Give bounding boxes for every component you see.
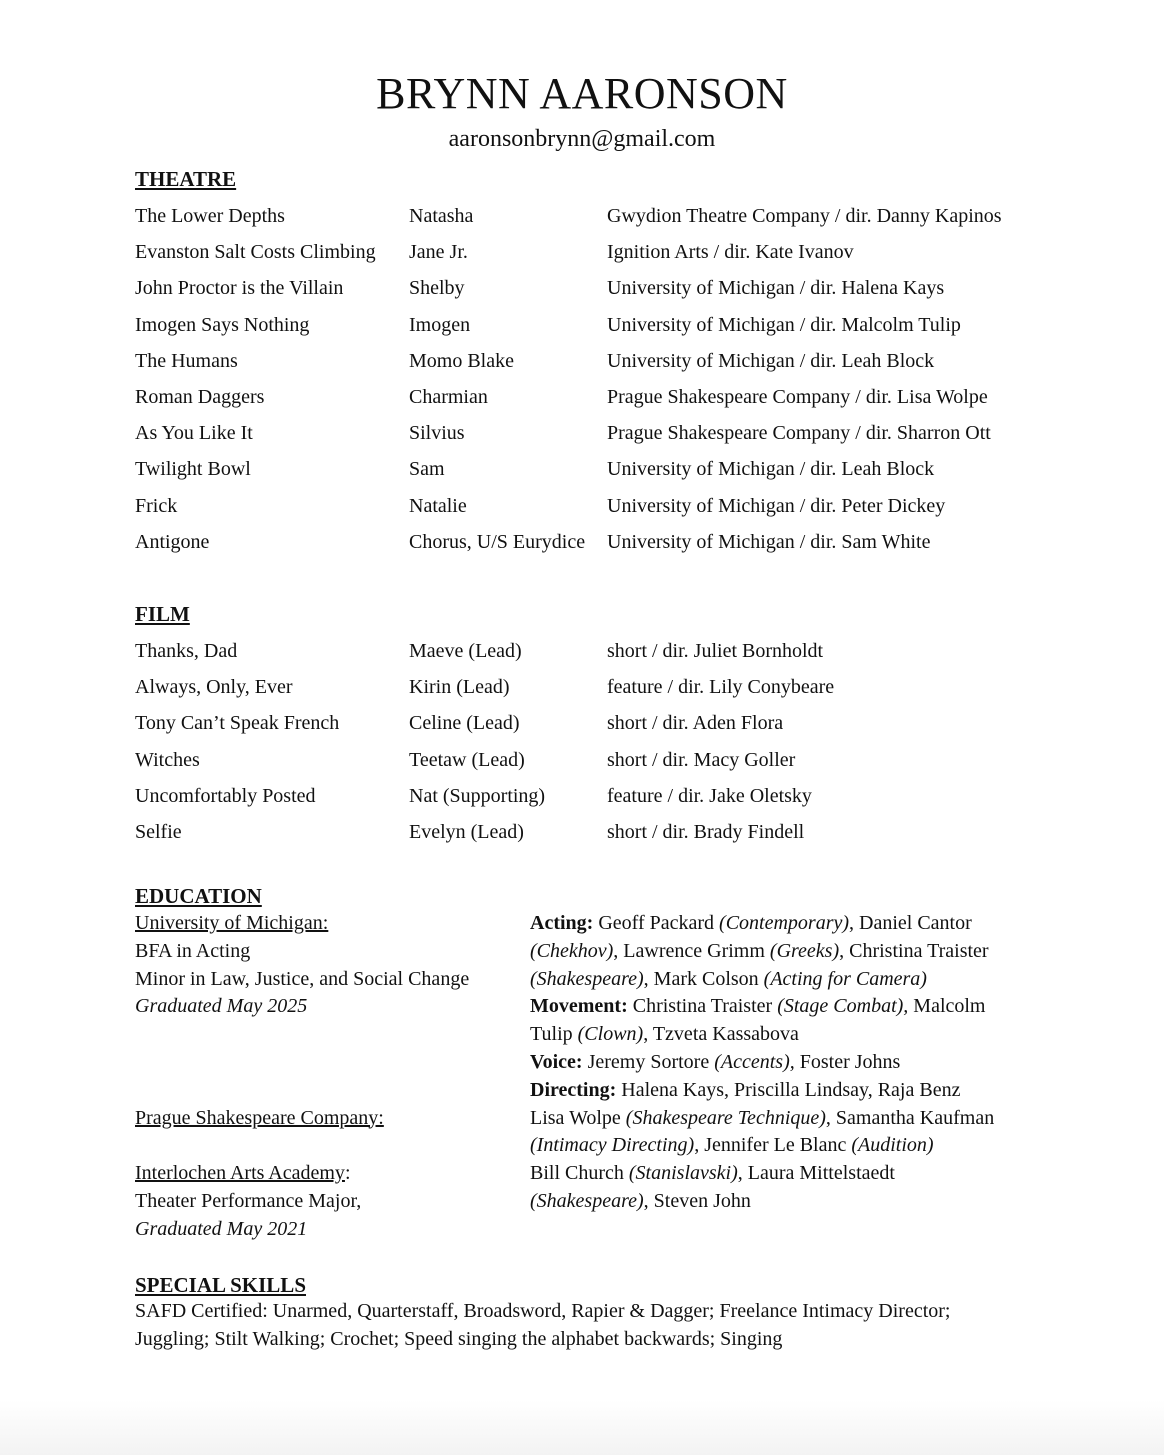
prague-teachers-line-1: Lisa Wolpe (Shakespeare Technique), Samantha Kaufman xyxy=(530,1106,995,1129)
company-director: Prague Shakespeare Company / dir. Sharron Ott xyxy=(607,422,991,445)
interlochen-colon: : xyxy=(344,1162,351,1185)
skills-text xyxy=(135,1298,1075,1354)
theatre-credit-row xyxy=(135,493,1075,529)
umich-minor: Minor in Law, Justice, and Social Change xyxy=(135,967,470,990)
theatre-credit-row xyxy=(135,529,1075,565)
umich-school: University of Michigan: xyxy=(135,912,329,934)
role: Jane Jr. xyxy=(409,241,468,264)
film-credit-row xyxy=(135,747,1075,783)
role: Teetaw (Lead) xyxy=(409,748,525,771)
prague-school: Prague Shakespeare Company: xyxy=(135,1106,384,1129)
show-title: Uncomfortably Posted xyxy=(135,784,316,807)
film-credit-row xyxy=(135,819,1075,855)
actor-name: BRYNN AARONSON xyxy=(376,69,788,118)
acting-line-1: Acting: Geoff Packard (Contemporary), Daniel Cantor xyxy=(530,912,972,934)
interlochen-major: Theater Performance Major, xyxy=(135,1189,362,1212)
role: Silvius xyxy=(409,422,465,445)
role: Chorus, U/S Eurydice xyxy=(409,530,586,553)
role: Evelyn (Lead) xyxy=(409,820,524,843)
theatre-credit-row xyxy=(135,312,1075,348)
role: Momo Blake xyxy=(409,349,514,372)
interlochen-graduated: Graduated May 2021 xyxy=(135,1217,308,1240)
role: Natalie xyxy=(409,494,467,517)
company-director: Prague Shakespeare Company / dir. Lisa Wolpe xyxy=(607,385,988,408)
theatre-credit-row xyxy=(135,348,1075,384)
company-director: University of Michigan / dir. Sam White xyxy=(607,530,931,553)
role: Imogen xyxy=(409,313,471,336)
show-title: John Proctor is the Villain xyxy=(135,277,344,300)
theatre-heading: THEATRE xyxy=(135,167,237,191)
skills-heading: SPECIAL SKILLS xyxy=(135,1273,306,1297)
show-title: Roman Daggers xyxy=(135,385,265,408)
interlochen-teachers-line-1: Bill Church (Stanislavski), Laura Mittelstaedt xyxy=(530,1162,895,1185)
show-title: The Humans xyxy=(135,349,238,372)
show-title: Selfie xyxy=(135,820,182,843)
role: Celine (Lead) xyxy=(409,712,520,735)
interlochen-teachers-line-2: (Shakespeare), Steven John xyxy=(530,1189,751,1212)
acting-line-2: (Chekhov), Lawrence Grimm (Greeks), Christina Traister xyxy=(530,939,989,962)
theatre-credit-row xyxy=(135,239,1075,275)
film-credit-row xyxy=(135,674,1075,710)
company-director: University of Michigan / dir. Leah Block xyxy=(607,349,935,372)
show-title: The Lower Depths xyxy=(135,205,285,227)
film-credit-row xyxy=(135,710,1075,746)
training-teachers xyxy=(530,910,1030,1216)
show-title: Antigone xyxy=(135,530,210,553)
company-director: University of Michigan / dir. Peter Dickey xyxy=(607,494,946,517)
voice-line: Voice: Jeremy Sortore (Accents), Foster Johns xyxy=(530,1050,901,1073)
prague-teachers-line-2: (Intimacy Directing), Jennifer Le Blanc (Audition) xyxy=(530,1134,934,1157)
company-director: University of Michigan / dir. Leah Block xyxy=(607,458,935,481)
acting-line-3: (Shakespeare), Mark Colson (Acting for Camera) xyxy=(530,967,927,990)
company-director: short / dir. Aden Flora xyxy=(607,712,784,735)
acting-label: Acting: xyxy=(530,912,594,934)
show-title: Witches xyxy=(135,748,200,771)
company-director: Gwydion Theatre Company / dir. Danny Kapinos xyxy=(607,205,1002,227)
skills-line-2: Juggling; Stilt Walking; Crochet; Speed singing the alphabet backwards; Singing xyxy=(135,1327,783,1350)
show-title: Frick xyxy=(135,494,178,517)
education-heading: EDUCATION xyxy=(135,884,262,908)
voice-label: Voice: xyxy=(530,1050,583,1073)
film-heading: FILM xyxy=(135,602,190,626)
directing-label: Directing: xyxy=(530,1078,617,1101)
role: Maeve (Lead) xyxy=(409,640,522,662)
role: Natasha xyxy=(409,205,474,227)
show-title: Twilight Bowl xyxy=(135,458,251,481)
company-director: University of Michigan / dir. Halena Kays xyxy=(607,277,945,300)
movement-label: Movement: xyxy=(530,995,628,1018)
umich-graduated: Graduated May 2025 xyxy=(135,995,308,1018)
theatre-credit-row xyxy=(135,203,1075,239)
role: Nat (Supporting) xyxy=(409,784,546,807)
film-credit-row xyxy=(135,783,1075,819)
education-schools xyxy=(135,910,515,1244)
company-director: Ignition Arts / dir. Kate Ivanov xyxy=(607,241,854,264)
film-credits xyxy=(135,638,1075,855)
show-title: Thanks, Dad xyxy=(135,640,238,662)
umich-degree: BFA in Acting xyxy=(135,939,251,962)
theatre-credit-row xyxy=(135,384,1075,420)
theatre-credit-row xyxy=(135,275,1075,311)
theatre-credit-row xyxy=(135,420,1075,456)
company-director: feature / dir. Jake Oletsky xyxy=(607,784,812,807)
role: Kirin (Lead) xyxy=(409,676,510,699)
movement-line-1: Movement: Christina Traister (Stage Combat), Malcolm xyxy=(530,995,986,1018)
interlochen-school: Interlochen Arts Academy xyxy=(135,1162,345,1185)
show-title: Evanston Salt Costs Climbing xyxy=(135,241,376,264)
role: Sam xyxy=(409,458,445,481)
show-title: Always, Only, Ever xyxy=(135,676,293,699)
theatre-credit-row xyxy=(135,456,1075,492)
skills-line-1: SAFD Certified: Unarmed, Quarterstaff, Broadsword, Rapier & Dagger; Freelance Intimacy Director; xyxy=(135,1300,951,1322)
company-director: short / dir. Juliet Bornholdt xyxy=(607,640,824,662)
movement-line-2: Tulip (Clown), Tzveta Kassabova xyxy=(530,1023,799,1046)
role: Charmian xyxy=(409,385,488,408)
company-director: short / dir. Macy Goller xyxy=(607,748,796,771)
show-title: Imogen Says Nothing xyxy=(135,313,310,336)
show-title: As You Like It xyxy=(135,422,253,445)
film-credit-row xyxy=(135,638,1075,674)
contact-email: aaronsonbrynn@gmail.com xyxy=(448,126,716,152)
role: Shelby xyxy=(409,277,465,300)
company-director: University of Michigan / dir. Malcolm Tulip xyxy=(607,313,961,336)
show-title: Tony Can’t Speak French xyxy=(135,712,340,735)
company-director: feature / dir. Lily Conybeare xyxy=(607,676,835,699)
theatre-credits xyxy=(135,203,1075,565)
directing-line: Directing: Halena Kays, Priscilla Lindsay, Raja Benz xyxy=(530,1078,961,1101)
company-director: short / dir. Brady Findell xyxy=(607,820,805,843)
